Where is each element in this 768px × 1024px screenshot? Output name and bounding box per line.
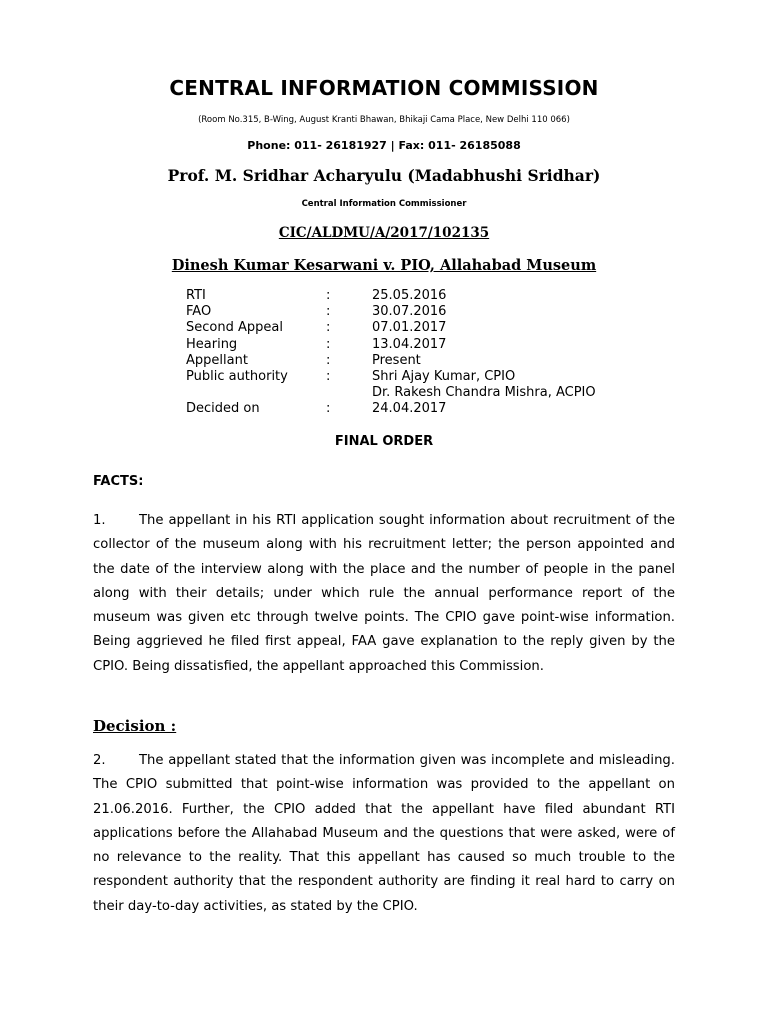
- detail-colon: :: [326, 304, 331, 320]
- case-details-table: [186, 288, 596, 418]
- case-parties: Dinesh Kumar Kesarwani v. PIO, Allahabad Museum: [171, 257, 597, 274]
- facts-heading: FACTS:: [93, 474, 144, 489]
- detail-row: [186, 337, 596, 353]
- detail-row: [186, 304, 596, 320]
- detail-colon: :: [326, 288, 331, 303]
- paragraph-number: 2.: [93, 753, 106, 768]
- detail-label: Public authority: [186, 369, 288, 385]
- detail-colon: :: [326, 336, 331, 352]
- paragraph-text: The appellant stated that the information given was incomplete and misleading. The CPIO submitted that point-wise information was provided to the appellant on 21.06.2016. Further, the CPIO added that the appellant have filed abundant RTI applications before the Allahabad Museum and the questions that were asked, were of no relevance to the reality. That this appellant has caused so much trouble to the respondent authority that the respondent authority are finding it real hard to carry on their day-to-day activities, as stated by the CPIO.: [93, 753, 675, 914]
- decision-heading: Decision :: [93, 717, 177, 735]
- paragraph-text: The appellant in his RTI application sought information about recruitment of the collector of the museum along with his recruitment letter; the person appointed and the date of the interview along with the place and the number of people in the panel along with their details; under which rule the annual performance report of the museum was given etc through twelve points. The CPIO gave point-wise information. Being aggrieved he filed first appeal, FAA gave explanation to the reply given by the CPIO. Being dissatisfied, the appellant approached this Commission.: [93, 513, 675, 674]
- detail-colon: :: [326, 401, 331, 417]
- detail-label: RTI: [186, 288, 206, 303]
- detail-row: [186, 320, 596, 336]
- detail-value: Present: [372, 352, 421, 368]
- final-order-heading: FINAL ORDER: [334, 434, 434, 449]
- detail-label: Hearing: [186, 336, 238, 352]
- detail-label: Second Appeal: [186, 320, 283, 336]
- detail-value: 25.05.2016: [372, 288, 447, 303]
- detail-row: [186, 401, 596, 417]
- commissioner-name: Prof. M. Sridhar Acharyulu (Madabhushi Sridhar): [167, 166, 601, 185]
- detail-value: 24.04.2017: [372, 401, 447, 417]
- detail-colon-empty: [326, 385, 372, 401]
- detail-value: 07.01.2017: [372, 320, 447, 336]
- detail-value: Shri Ajay Kumar, CPIO: [372, 369, 516, 385]
- commissioner-role: Central Information Commissioner: [301, 199, 467, 209]
- detail-colon: :: [326, 352, 331, 368]
- paragraph-number: 1.: [93, 513, 106, 528]
- commission-phone: Phone: 011- 26181927 | Fax: 011- 26185088: [247, 139, 521, 152]
- detail-row: [186, 353, 596, 369]
- detail-label: [186, 385, 326, 401]
- detail-value: 13.04.2017: [372, 336, 447, 352]
- paragraph-2: [93, 749, 675, 919]
- detail-label: Decided on: [186, 401, 260, 417]
- detail-row: [186, 288, 596, 304]
- detail-row: [186, 385, 596, 401]
- detail-value: Dr. Rakesh Chandra Mishra, ACPIO: [372, 385, 596, 401]
- paragraph-1: [93, 509, 675, 679]
- detail-label: FAO: [186, 304, 212, 320]
- detail-label: Appellant: [186, 352, 248, 368]
- detail-value: 30.07.2016: [372, 304, 447, 320]
- detail-row: [186, 369, 596, 385]
- case-number: CIC/ALDMU/A/2017/102135: [278, 225, 490, 241]
- commission-title: CENTRAL INFORMATION COMMISSION: [169, 76, 599, 100]
- commission-address: (Room No.315, B-Wing, August Kranti Bhawan, Bhikaji Cama Place, New Delhi 110 066): [198, 115, 570, 125]
- detail-colon: :: [326, 320, 331, 336]
- detail-colon: :: [326, 369, 331, 385]
